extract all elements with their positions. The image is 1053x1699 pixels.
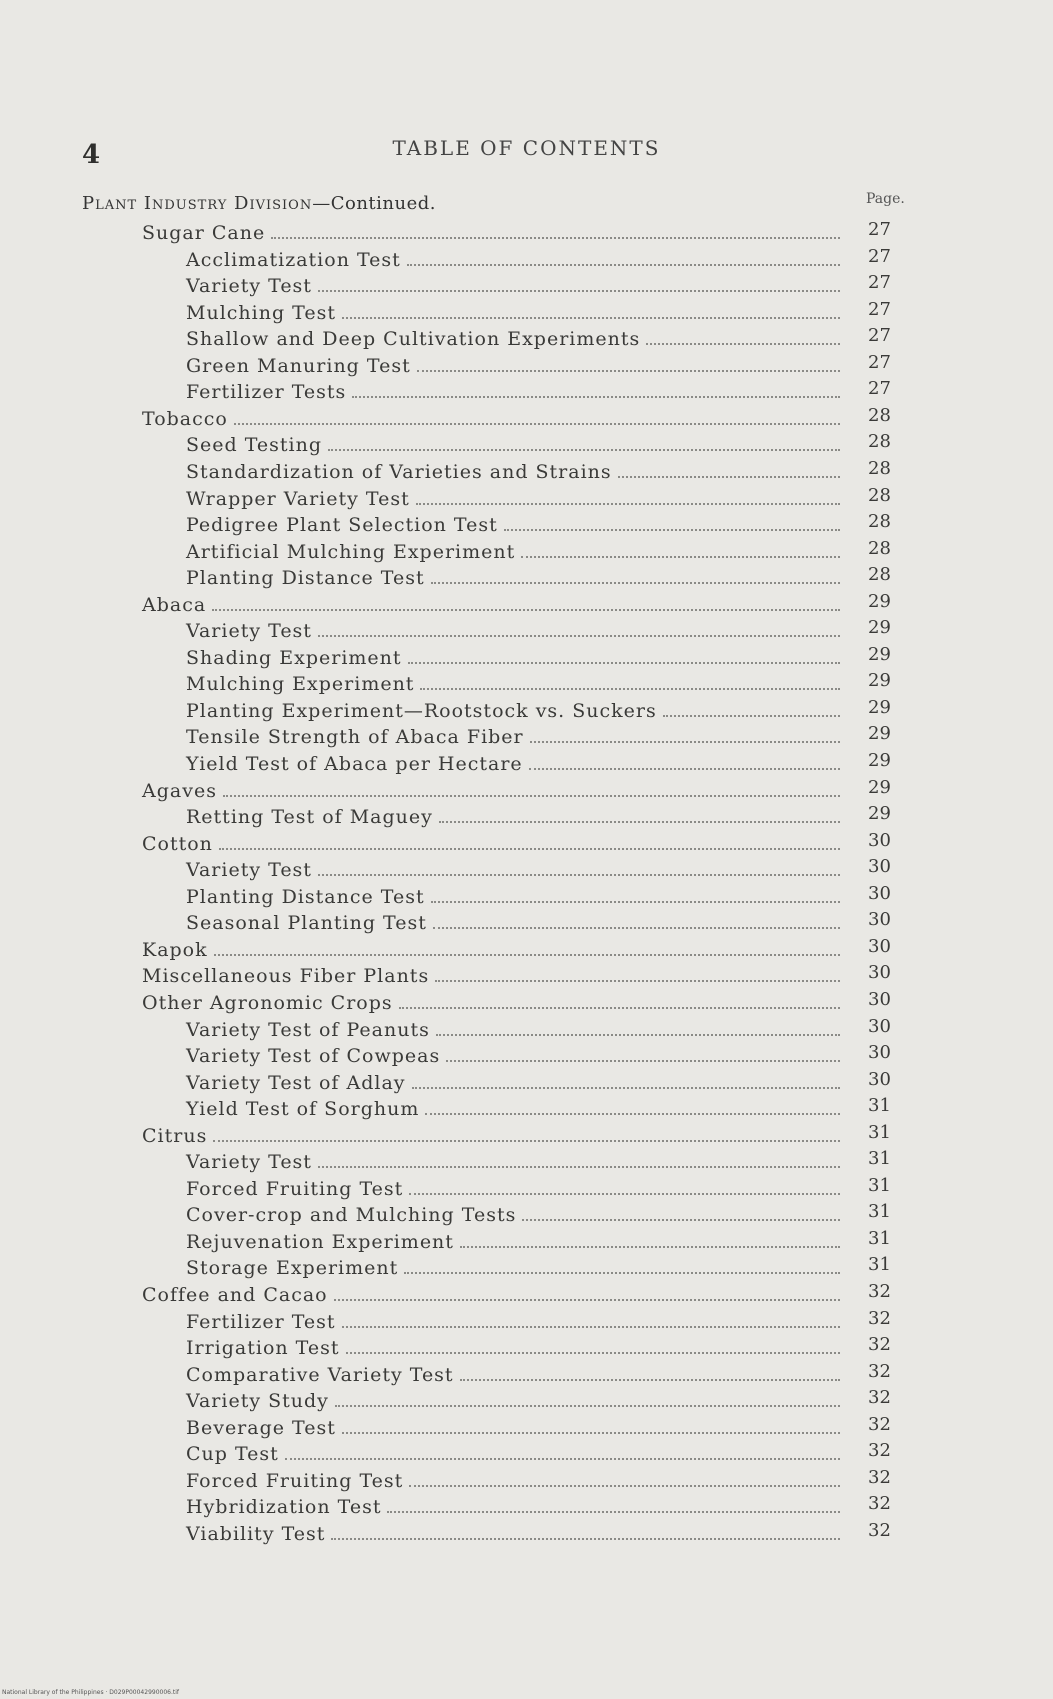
toc-entry-title: Forced Fruiting Test: [186, 1178, 404, 1200]
toc-entry: [186, 275, 840, 301]
dot-leader: [318, 290, 840, 292]
toc-entry-page: 32: [868, 1493, 891, 1514]
toc-entry-title: Abaca: [142, 594, 207, 616]
division-heading-continued: —Continued.: [312, 193, 436, 214]
running-head: TABLE OF CONTENTS: [392, 136, 661, 160]
toc-entry: [142, 780, 840, 806]
dot-leader: [529, 768, 840, 770]
toc-entry-title: Shallow and Deep Cultivation Experiments: [186, 328, 641, 350]
toc-entry-title: Tensile Strength of Abaca Fiber: [186, 726, 524, 748]
toc-entry-title: Tobacco: [142, 408, 228, 430]
toc-entry-page: 28: [868, 485, 891, 506]
dot-leader: [213, 1140, 840, 1142]
dot-leader: [408, 662, 840, 664]
toc-entry: [142, 1284, 840, 1310]
dot-leader: [409, 1485, 840, 1487]
toc-entry-page: 27: [868, 219, 891, 240]
toc-entry: [186, 1390, 840, 1416]
toc-entry: [186, 886, 840, 912]
toc-entry: [186, 673, 840, 699]
toc-entry: [186, 806, 840, 832]
toc-entry-title: Acclimatization Test: [186, 249, 401, 271]
dot-leader: [416, 503, 840, 505]
dot-leader: [318, 874, 840, 876]
toc-entry: [142, 408, 840, 434]
toc-entry: [186, 1231, 840, 1257]
toc-entry: [186, 1496, 840, 1522]
footer-note: National Library of the Philippines · D029P00042990006.tif: [2, 1689, 180, 1696]
page-column-label: Page.: [866, 191, 905, 207]
toc-entry-title: Green Manuring Test: [186, 355, 411, 377]
toc-entry-title: Fertilizer Test: [186, 1311, 336, 1333]
toc-entry: [142, 1125, 840, 1151]
toc-entry-title: Storage Experiment: [186, 1257, 399, 1279]
toc-entry: [186, 1019, 840, 1045]
toc-entry-title: Yield Test of Sorghum: [186, 1098, 420, 1120]
toc-entry: [186, 461, 840, 487]
dot-leader: [342, 1432, 840, 1434]
toc-entry: [142, 833, 840, 859]
toc-entry: [186, 328, 840, 354]
toc-entry-title: Mulching Test: [186, 302, 336, 324]
dot-leader: [433, 927, 840, 929]
toc-entry-page: 32: [868, 1334, 891, 1355]
toc-entry-page: 29: [868, 670, 891, 691]
toc-entry: [186, 514, 840, 540]
toc-entry-title: Miscellaneous Fiber Plants: [142, 965, 430, 987]
toc-entry-title: Viability Test: [186, 1523, 326, 1545]
toc-entry-page: 29: [868, 723, 891, 744]
toc-entry: [142, 594, 840, 620]
toc-entry-title: Variety Study: [186, 1390, 329, 1412]
toc-entry: [186, 1045, 840, 1071]
dot-leader: [387, 1511, 840, 1513]
toc-entry-page: 29: [868, 777, 891, 798]
toc-entry-page: 31: [868, 1254, 891, 1275]
toc-entry-page: 29: [868, 644, 891, 665]
toc-entry: [186, 1151, 840, 1177]
toc-entry: [186, 381, 840, 407]
toc-entry: [142, 939, 840, 965]
toc-entry-title: Cover-crop and Mulching Tests: [186, 1204, 517, 1226]
division-heading-name: Plant Industry Division: [82, 193, 313, 214]
toc-entry-title: Shading Experiment: [186, 647, 402, 669]
dot-leader: [399, 1007, 840, 1009]
toc-entry-title: Wrapper Variety Test: [186, 488, 410, 510]
toc-entry-page: 31: [868, 1175, 891, 1196]
toc-entry-title: Planting Distance Test: [186, 886, 425, 908]
dot-leader: [214, 954, 840, 956]
toc-entry-page: 30: [868, 962, 891, 983]
toc-entry: [186, 567, 840, 593]
toc-entry-title: Hybridization Test: [186, 1496, 382, 1518]
dot-leader: [417, 370, 840, 372]
toc-entry-page: 27: [868, 246, 891, 267]
toc-entry: [186, 541, 840, 567]
toc-entry-title: Standardization of Varieties and Strains: [186, 461, 612, 483]
toc-entry: [186, 1257, 840, 1283]
toc-entry-page: 32: [868, 1467, 891, 1488]
toc-entry-title: Other Agronomic Crops: [142, 992, 393, 1014]
dot-leader: [334, 1299, 840, 1301]
dot-leader: [460, 1246, 840, 1248]
dot-leader: [342, 317, 840, 319]
toc-entry-page: 31: [868, 1095, 891, 1116]
toc-entry-page: 32: [868, 1520, 891, 1541]
toc-entry: [142, 992, 840, 1018]
toc-entry: [186, 647, 840, 673]
toc-entry-page: 29: [868, 697, 891, 718]
toc-entry: [186, 302, 840, 328]
toc-entry-title: Rejuvenation Experiment: [186, 1231, 454, 1253]
toc-entry-title: Variety Test: [186, 859, 312, 881]
toc-entry: [186, 249, 840, 275]
toc-entry-title: Variety Test of Cowpeas: [186, 1045, 441, 1067]
toc-entry-title: Forced Fruiting Test: [186, 1470, 404, 1492]
dot-leader: [271, 237, 840, 239]
toc-entry-page: 30: [868, 909, 891, 930]
toc-entry-title: Mulching Experiment: [186, 673, 415, 695]
toc-entry-page: 28: [868, 405, 891, 426]
toc-entry-title: Sugar Cane: [142, 222, 266, 244]
dot-leader: [219, 848, 840, 850]
toc-entry-title: Planting Distance Test: [186, 567, 425, 589]
page-number: 4: [82, 140, 101, 170]
dot-leader: [618, 476, 840, 478]
toc-entry: [186, 753, 840, 779]
toc-entry-page: 30: [868, 936, 891, 957]
toc-entry-title: Planting Experiment—Rootstock vs. Suckers: [186, 700, 657, 722]
toc-entry: [186, 488, 840, 514]
toc-entry-title: Artificial Mulching Experiment: [186, 541, 516, 563]
toc-entry-page: 29: [868, 750, 891, 771]
toc-entry: [186, 1364, 840, 1390]
dot-leader: [521, 556, 840, 558]
toc-entry-page: 32: [868, 1281, 891, 1302]
dot-leader: [522, 1219, 840, 1221]
toc-entry: [186, 1098, 840, 1124]
dot-leader: [409, 1193, 840, 1195]
toc-entry-title: Coffee and Cacao: [142, 1284, 328, 1306]
toc-entry-page: 30: [868, 989, 891, 1010]
dot-leader: [352, 396, 840, 398]
toc-entry-page: 29: [868, 803, 891, 824]
toc-entry: [142, 222, 840, 248]
toc-entry-page: 30: [868, 883, 891, 904]
toc-entry-title: Pedigree Plant Selection Test: [186, 514, 498, 536]
toc-entry-page: 31: [868, 1148, 891, 1169]
toc-entry-title: Fertilizer Tests: [186, 381, 347, 403]
dot-leader: [342, 1326, 840, 1328]
dot-leader: [285, 1458, 840, 1460]
toc-entry-page: 32: [868, 1414, 891, 1435]
toc-entry-page: 27: [868, 299, 891, 320]
toc-entry-title: Yield Test of Abaca per Hectare: [186, 753, 523, 775]
toc-entry-title: Cotton: [142, 833, 213, 855]
toc-entry-page: 27: [868, 325, 891, 346]
toc-entry: [186, 1470, 840, 1496]
dot-leader: [460, 1379, 840, 1381]
dot-leader: [530, 741, 840, 743]
toc-entry-page: 28: [868, 431, 891, 452]
toc-entry-page: 32: [868, 1308, 891, 1329]
toc-entry-title: Variety Test of Adlay: [186, 1072, 406, 1094]
toc-entry: [186, 726, 840, 752]
dot-leader: [420, 688, 840, 690]
dot-leader: [663, 715, 840, 717]
dot-leader: [439, 821, 840, 823]
toc-entry-page: 29: [868, 617, 891, 638]
toc-entry: [186, 1178, 840, 1204]
dot-leader: [212, 609, 840, 611]
toc-entry: [186, 1311, 840, 1337]
toc-entry-page: 28: [868, 564, 891, 585]
toc-entry-title: Comparative Variety Test: [186, 1364, 454, 1386]
dot-leader: [412, 1087, 840, 1089]
toc-entry-title: Retting Test of Maguey: [186, 806, 433, 828]
toc-entry-title: Irrigation Test: [186, 1337, 340, 1359]
toc-entry-title: Variety Test of Peanuts: [186, 1019, 430, 1041]
dot-leader: [646, 343, 840, 345]
toc-entry-title: Seasonal Planting Test: [186, 912, 427, 934]
toc-entry-title: Cup Test: [186, 1443, 279, 1465]
toc-entry: [186, 1204, 840, 1230]
toc-entry: [186, 1417, 840, 1443]
toc-entry: [186, 1443, 840, 1469]
division-heading: [82, 193, 436, 214]
toc-entry: [186, 1337, 840, 1363]
toc-entry: [186, 1523, 840, 1549]
toc-entry: [186, 1072, 840, 1098]
toc-entry-page: 32: [868, 1387, 891, 1408]
dot-leader: [331, 1538, 840, 1540]
dot-leader: [504, 529, 840, 531]
toc-entry-page: 30: [868, 1042, 891, 1063]
toc-entry-title: Agaves: [142, 780, 217, 802]
dot-leader: [436, 1034, 840, 1036]
toc-entry-page: 30: [868, 1069, 891, 1090]
dot-leader: [431, 582, 840, 584]
toc-entry-page: 30: [868, 856, 891, 877]
dot-leader: [404, 1272, 840, 1274]
dot-leader: [446, 1060, 840, 1062]
toc-entry: [186, 434, 840, 460]
dot-leader: [234, 423, 840, 425]
dot-leader: [435, 980, 840, 982]
dot-leader: [407, 264, 840, 266]
dot-leader: [328, 449, 840, 451]
toc-entry: [142, 965, 840, 991]
toc-entry-page: 31: [868, 1228, 891, 1249]
dot-leader: [318, 635, 840, 637]
toc-entry: [186, 700, 840, 726]
toc-entry: [186, 912, 840, 938]
dot-leader: [318, 1166, 840, 1168]
toc-entry-page: 28: [868, 458, 891, 479]
toc-entry: [186, 620, 840, 646]
toc-entry-title: Variety Test: [186, 1151, 312, 1173]
dot-leader: [431, 901, 840, 903]
toc-entry: [186, 355, 840, 381]
toc-entry-title: Seed Testing: [186, 434, 323, 456]
toc-entry-page: 28: [868, 538, 891, 559]
toc-entry-page: 27: [868, 272, 891, 293]
toc-entry-title: Citrus: [142, 1125, 208, 1147]
toc-entry-page: 29: [868, 591, 891, 612]
toc-entry-page: 32: [868, 1361, 891, 1382]
toc-entry-page: 32: [868, 1440, 891, 1461]
toc-entry-page: 31: [868, 1201, 891, 1222]
toc-entry-page: 31: [868, 1122, 891, 1143]
dot-leader: [223, 795, 840, 797]
dot-leader: [346, 1352, 841, 1354]
dot-leader: [335, 1405, 840, 1407]
toc-entry-page: 27: [868, 352, 891, 373]
dot-leader: [425, 1113, 840, 1115]
toc-entry-title: Kapok: [142, 939, 208, 961]
toc-entry-page: 28: [868, 511, 891, 532]
toc-entry-page: 27: [868, 378, 891, 399]
toc-entry-title: Variety Test: [186, 620, 312, 642]
toc-entry-title: Variety Test: [186, 275, 312, 297]
toc-entry-page: 30: [868, 830, 891, 851]
toc-entry-page: 30: [868, 1016, 891, 1037]
toc-entry-title: Beverage Test: [186, 1417, 336, 1439]
toc-entry: [186, 859, 840, 885]
